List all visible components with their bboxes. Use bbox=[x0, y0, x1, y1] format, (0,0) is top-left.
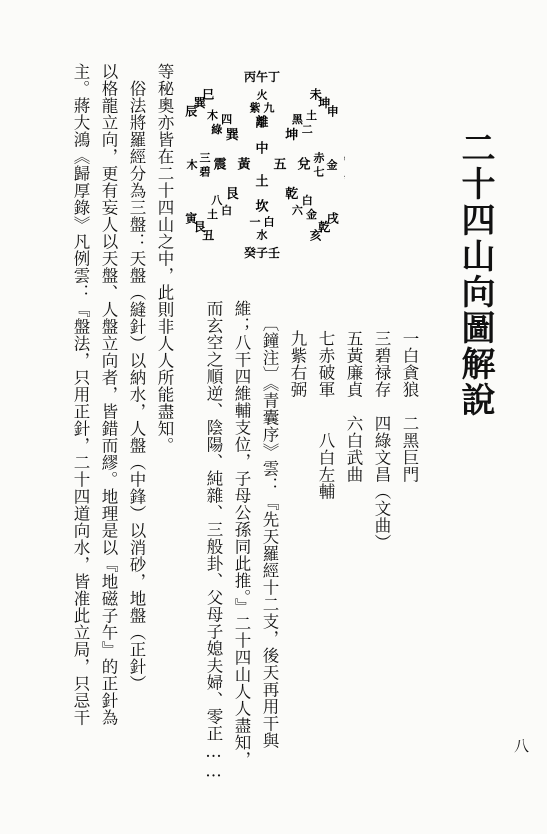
west-color: 赤 bbox=[313, 151, 325, 165]
page-title: 二十四山向圖解說 bbox=[455, 130, 495, 418]
northwest-element: 金 bbox=[305, 207, 317, 221]
southwest-mountain-3: 未 bbox=[309, 87, 322, 102]
commentary-line-4: 等秘奧亦皆在二十四山之中，此則非人人所能盡知。 bbox=[155, 63, 174, 454]
south-mountain-2: 午 bbox=[255, 70, 269, 84]
northwest-mountain-3: 戌 bbox=[326, 211, 339, 226]
northwest-mountain-2: 乾 bbox=[318, 220, 331, 235]
star-line-5: 九紫右弼 bbox=[288, 330, 307, 398]
southwest-gua: 坤 bbox=[285, 127, 299, 143]
south-element: 火 bbox=[256, 88, 268, 102]
southeast-mountain-1: 巳 bbox=[202, 87, 215, 102]
star-line-4: 七赤破軍 八白左輔 bbox=[316, 330, 335, 500]
north-mountain-3: 壬 bbox=[267, 246, 281, 260]
center-label-zhong: 中 bbox=[255, 141, 269, 157]
southeast-mountain-3: 辰 bbox=[185, 104, 198, 119]
center-label-huang: 黃 bbox=[237, 157, 251, 173]
north-color: 白 bbox=[263, 215, 275, 229]
southwest-element: 土 bbox=[305, 109, 317, 123]
west-gua: 兌 bbox=[297, 157, 311, 173]
northeast-number: 八 bbox=[211, 193, 223, 207]
north-mountain-2: 子 bbox=[255, 246, 269, 260]
south-mountain-3: 丙 bbox=[243, 70, 257, 84]
northwest-color: 白 bbox=[301, 193, 313, 207]
northwest-number: 六 bbox=[291, 203, 303, 217]
commentary-line-7: 主。蔣大鴻《歸厚錄》凡例雲：『盤法，只用正針，二十四道向水，皆准此立局，只忌干 bbox=[71, 63, 90, 726]
north-mountain-1: 癸 bbox=[243, 246, 257, 260]
star-line-2: 三碧禄存 四綠文昌（文曲） bbox=[372, 330, 391, 551]
west-element: 金 bbox=[326, 158, 338, 172]
southwest-number: 二 bbox=[301, 123, 313, 137]
center-label-wu: 五 bbox=[273, 157, 287, 173]
southeast-color: 綠 bbox=[211, 123, 223, 137]
commentary-line-5: 俗法將羅經分為三盤：天盤（縫針）以納水，人盤（中鋒）以消砂，地盤（正針） bbox=[127, 63, 146, 692]
northeast-mountain-3: 丑 bbox=[202, 228, 215, 243]
center-label-tu: 土 bbox=[255, 174, 269, 190]
south-mountain-1: 丁 bbox=[267, 70, 281, 84]
southeast-element: 木 bbox=[207, 109, 219, 123]
east-element: 木 bbox=[186, 158, 198, 172]
commentary-line-6: 以格龍立向，更有妄人以天盤、人盤立向者，皆錯而繆。地理是以『地磁子午』的正針為 bbox=[99, 63, 118, 726]
east-gua: 震 bbox=[213, 157, 227, 173]
southwest-color: 黑 bbox=[291, 113, 303, 127]
northeast-color: 白 bbox=[221, 203, 233, 217]
south-gua: 離 bbox=[255, 115, 269, 131]
northeast-gua: 艮 bbox=[225, 187, 239, 203]
southwest-mountain-2: 坤 bbox=[318, 95, 331, 110]
northeast-mountain-2: 艮 bbox=[193, 220, 206, 235]
twenty-four-mountains-diagram bbox=[180, 55, 345, 280]
east-number: 三 bbox=[199, 151, 211, 165]
north-element: 水 bbox=[256, 228, 268, 242]
east-color: 碧 bbox=[199, 165, 211, 179]
star-line-1: 一白貪狼 二黑巨門 bbox=[400, 330, 419, 483]
northeast-element: 土 bbox=[207, 207, 219, 221]
southeast-gua: 巽 bbox=[225, 127, 239, 143]
southeast-mountain-2: 巽 bbox=[193, 95, 206, 110]
southeast-number: 四 bbox=[221, 113, 233, 127]
northwest-gua: 乾 bbox=[285, 187, 299, 203]
south-color: 紫 bbox=[249, 101, 261, 115]
commentary-line-3: 而玄空之順逆、陰陽、純雜、三般卦、父母子媳夫婦、零正…… bbox=[204, 300, 223, 781]
north-number: 一 bbox=[249, 215, 261, 229]
west-mountain-3 bbox=[344, 145, 345, 160]
northeast-mountain-1: 寅 bbox=[185, 211, 198, 226]
south-number: 九 bbox=[263, 101, 275, 115]
southwest-mountain-1: 申 bbox=[326, 104, 339, 119]
star-line-3: 五黃廉貞 六白武曲 bbox=[344, 330, 363, 483]
north-gua: 坎 bbox=[255, 199, 269, 215]
page-number: 八 bbox=[513, 737, 529, 755]
northwest-mountain-1: 亥 bbox=[309, 228, 322, 243]
commentary-line-2: 維；八干四維輔支位，子母公孫同此推。』二十四山人人盡知， bbox=[232, 300, 251, 768]
commentary-line-1: 〔鐘注〕《青囊序》雲：『先天羅經十二支，後天再用干與 bbox=[260, 315, 279, 749]
west-number: 七 bbox=[313, 165, 325, 179]
